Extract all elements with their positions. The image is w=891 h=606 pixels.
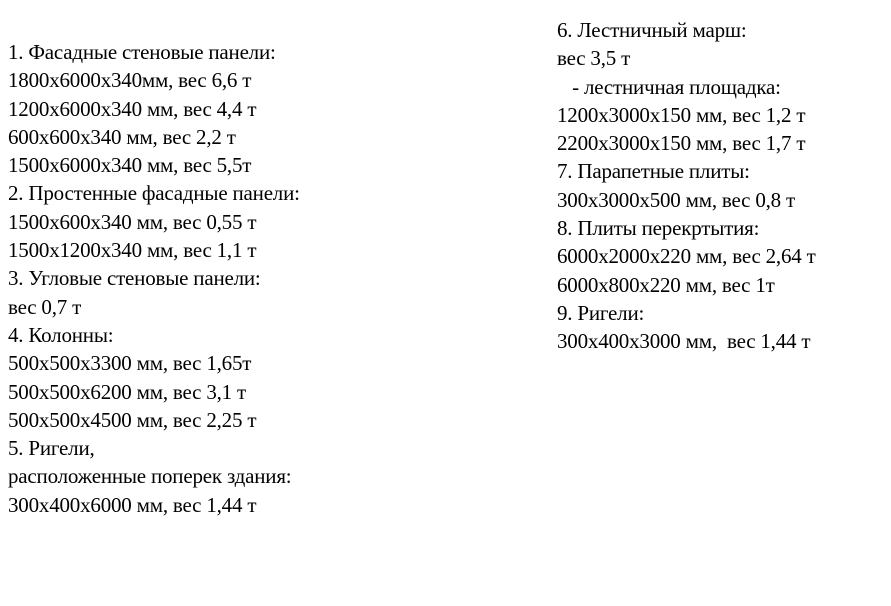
- list-item: 6000х800х220 мм, вес 1т: [557, 272, 775, 297]
- list-item: - лестничная площадка:: [557, 74, 781, 99]
- list-item: 1500х1200х340 мм, вес 1,1 т: [8, 238, 257, 263]
- list-item: вес 3,5 т: [557, 46, 631, 71]
- heading-stair-flight: 6. Лестничный марш:: [557, 18, 747, 42]
- heading-corner-panels: 3. Угловые стеновые панели:: [8, 266, 261, 291]
- list-item: 500х500х3300 мм, вес 1,65т: [8, 351, 252, 376]
- heading-facade-panels: 1. Фасадные стеновые панели:: [8, 40, 276, 64]
- heading-crossbars-2: 9. Ригели:: [557, 300, 645, 325]
- list-item: 1200х6000х340 мм, вес 4,4 т: [8, 96, 257, 121]
- list-item: 500х500х4500 мм, вес 2,25 т: [8, 407, 257, 432]
- list-item: 1800х6000х340мм, вес 6,6 т: [8, 68, 252, 93]
- list-item: вес 0,7 т: [8, 294, 82, 319]
- list-item: 1500х600х340 мм, вес 0,55 т: [8, 209, 257, 234]
- list-item: 2200х3000х150 мм, вес 1,7 т: [557, 131, 806, 156]
- list-item: 600х600х340 мм, вес 2,2 т: [8, 124, 236, 149]
- list-item: 300х400х6000 мм, вес 1,44 т: [8, 492, 257, 517]
- list-item: 300х3000х500 мм, вес 0,8 т: [557, 187, 796, 212]
- left-column: [8, 38, 300, 519]
- list-item: 300х400х3000 мм, вес 1,44 т: [557, 329, 811, 354]
- heading-floor-slabs: 8. Плиты перекртытия:: [557, 216, 760, 241]
- heading-pier-panels: 2. Простенные фасадные панели:: [8, 181, 300, 206]
- heading-parapet-slabs: 7. Парапетные плиты:: [557, 159, 750, 184]
- list-item: 1200х3000х150 мм, вес 1,2 т: [557, 102, 806, 127]
- list-item: 6000х2000х220 мм, вес 2,64 т: [557, 244, 816, 269]
- right-column: [557, 16, 816, 356]
- list-item: 500х500х6200 мм, вес 3,1 т: [8, 379, 247, 404]
- list-item: расположенные поперек здания:: [8, 464, 292, 489]
- heading-columns: 4. Колонны:: [8, 322, 114, 347]
- heading-crossbars: 5. Ригели,: [8, 436, 95, 461]
- list-item: 1500х6000х340 мм, вес 5,5т: [8, 153, 252, 178]
